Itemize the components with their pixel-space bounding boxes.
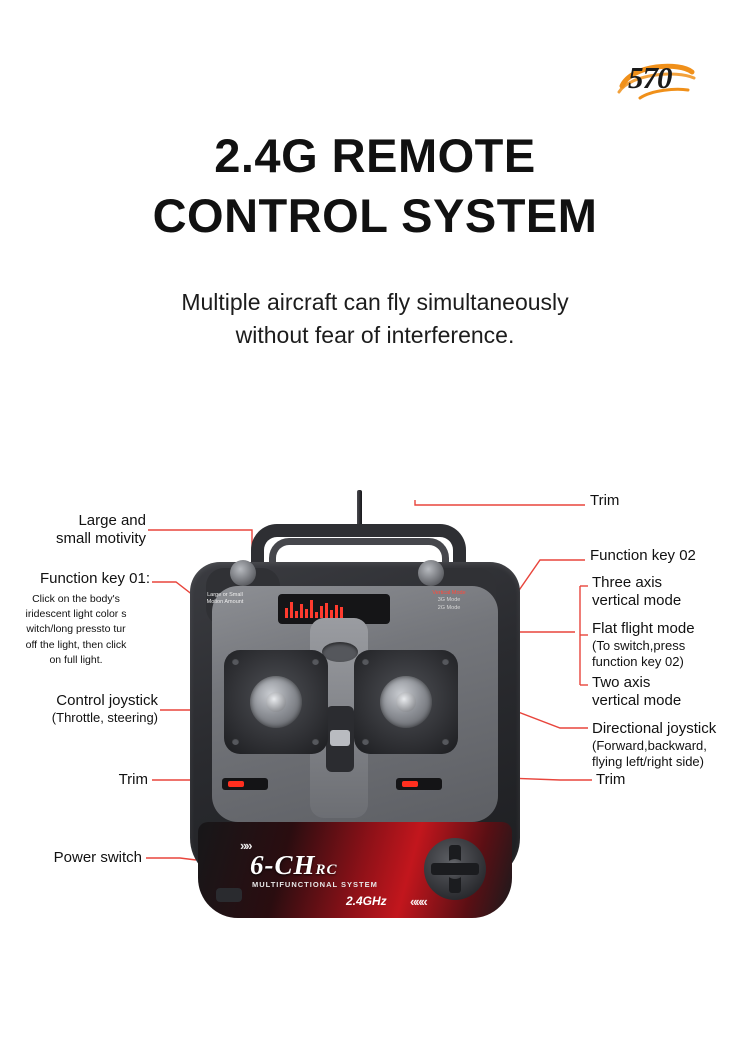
power-switch[interactable] — [216, 888, 242, 902]
callout-function-key-02: Function key 02 — [590, 547, 696, 564]
brand-logo — [614, 56, 698, 102]
callout-power-switch: Power switch — [53, 849, 142, 866]
base-brand: 6-CHRC — [250, 850, 338, 880]
callout-trim-left: Trim — [118, 771, 148, 788]
product-diagram — [0, 470, 750, 940]
subtitle-line-2: without fear of interference. — [235, 321, 515, 348]
callout-trim-top: Trim — [590, 492, 620, 509]
callout-large-and-small-motivity: Large and small motivity — [55, 512, 146, 547]
callout-control-joystick: Control joystick (Throttle, steering) — [51, 692, 158, 725]
chevrons-right: ««« — [410, 894, 426, 909]
right-dial-label: Vertical Mode 3G Mode 2G Mode — [432, 590, 466, 611]
center-slider-switch[interactable] — [326, 706, 354, 772]
callout-function-key-01-body: Click on the body's iridescent light color s witch/long pressto tur off the light, then click on full light. — [25, 593, 127, 666]
trim-right[interactable] — [396, 778, 442, 790]
center-oval-vent — [322, 642, 358, 662]
right-dial[interactable] — [418, 560, 444, 586]
callout-trim-right: Trim — [596, 771, 626, 788]
callout-three-axis-vertical-mode: Three axis vertical mode — [592, 574, 682, 609]
dpad-control[interactable] — [424, 838, 486, 900]
title-line-2: CONTROL SYSTEM — [152, 189, 598, 243]
callout-function-key-01: Function key 01: — [39, 570, 150, 587]
callout-two-axis-vertical-mode: Two axis vertical mode — [592, 674, 682, 709]
screen-bars — [285, 600, 343, 618]
left-dial[interactable] — [230, 560, 256, 586]
base-panel — [198, 822, 512, 918]
directional-joystick-knob[interactable] — [380, 676, 432, 728]
trim-left[interactable] — [222, 778, 268, 790]
subtitle-line-1: Multiple aircraft can fly simultaneously — [181, 289, 569, 315]
base-frequency: 2.4GHz — [346, 894, 387, 908]
base-tagline: MULTIFUNCTIONAL SYSTEM — [252, 880, 378, 889]
page-subtitle — [0, 286, 750, 351]
transmitter-illustration — [168, 490, 513, 920]
directional-joystick[interactable] — [354, 650, 458, 754]
control-joystick-knob[interactable] — [250, 676, 302, 728]
control-joystick[interactable] — [224, 650, 328, 754]
title-line-1: 2.4G REMOTE — [214, 129, 536, 182]
left-dial-label: Large or Small Motion Amount — [206, 592, 244, 606]
page-title — [0, 126, 750, 246]
chevrons-left: »» — [240, 838, 251, 853]
logo-text: 570 — [628, 60, 672, 95]
callout-flat-flight-mode: Flat flight mode (To switch,press function key 02) — [592, 620, 695, 670]
callout-directional-joystick: Directional joystick (Forward,backward, flying left/right side) — [592, 720, 717, 770]
